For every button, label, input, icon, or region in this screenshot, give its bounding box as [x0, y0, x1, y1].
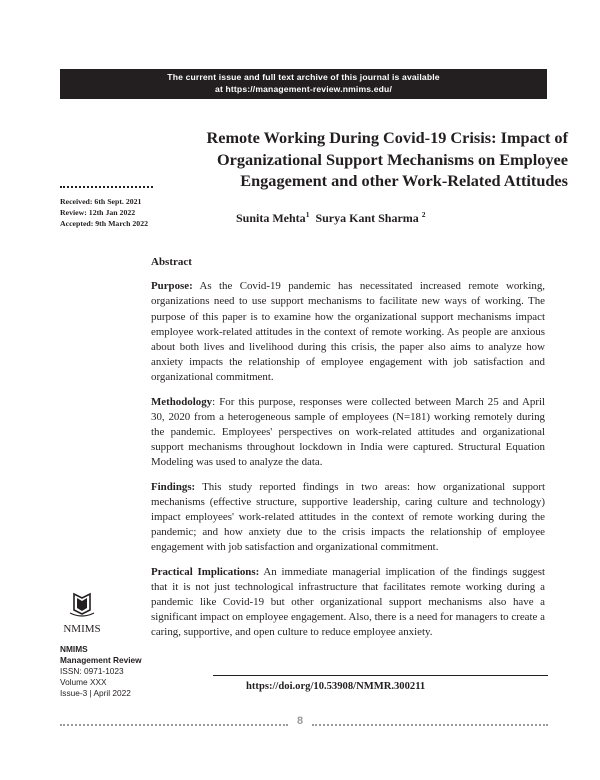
findings-paragraph: [151, 480, 545, 556]
paper-title: [150, 127, 568, 192]
title-line-1: Remote Working During Covid-19 Crisis: Impact of: [206, 128, 568, 147]
journal-volume: Volume XXX: [60, 677, 107, 687]
journal-name-2: Management Review: [60, 655, 142, 665]
methodology-label: Methodology: [151, 395, 213, 408]
author-2-affiliation: 2: [421, 210, 426, 219]
banner-line-2[interactable]: at https://management-review.nmims.edu/: [215, 83, 392, 94]
dotted-divider: [60, 186, 153, 188]
purpose-paragraph: [151, 279, 545, 385]
title-line-3: Engagement and other Work-Related Attitudes: [240, 171, 568, 190]
nmims-logo-icon: [60, 592, 105, 640]
author-1-affiliation: 1: [305, 210, 310, 219]
footer-dots-left: [60, 724, 288, 726]
implications-paragraph: [151, 565, 545, 641]
logo-emblem: [70, 594, 94, 616]
findings-text: This study reported findings in two areas: how organizational support mechanisms (effective structure, supportive leadership, caring culture and technology) impact employees' work-related attitudes in the context of remote working during the pandemic; and how anxiety due to the crisis impacts the relationship of employee engagement with job satisfaction and organizational commitment.: [151, 480, 545, 554]
page-number: 8: [296, 715, 304, 727]
submission-dates: [60, 196, 148, 229]
logo-wordmark: NMIMS: [63, 623, 101, 635]
doi-link[interactable]: https://doi.org/10.53908/NMMR.300211: [246, 681, 426, 692]
abstract-section: [151, 255, 545, 650]
journal-info: [60, 644, 142, 699]
methodology-text: : For this purpose, responses were collected between March 25 and April 30, 2020 from a heterogeneous sample of employees (N=181) working remotely during the pandemic. Employees' perspectives on work-related attitudes and organizational support mechanisms throughout lockdown in India were captured. Structural Equation Modeling was used to analyze the data.: [151, 395, 545, 469]
purpose-text: As the Covid-19 pandemic has necessitated increased remote working, organizations need to use support mechanisms to facilitate new ways of working. The purpose of this paper is to examine how the organizational support mechanisms impact employee work-related attitudes in the context of remote working. As people are anxious about both lives and livelihood during this crisis, the paper also aims to analyze how anxiety impacts the relationship of employee engagement with job satisfaction and organizational commitment.: [151, 280, 545, 384]
journal-name-1: NMIMS: [60, 644, 88, 654]
journal-issue: Issue-3 | April 2022: [60, 688, 131, 698]
review-date: Review: 12th Jan 2022: [60, 208, 136, 217]
methodology-paragraph: [151, 395, 545, 471]
abstract-heading: Abstract: [151, 256, 192, 268]
accepted-date: Accepted: 9th March 2022: [60, 219, 148, 228]
purpose-label: Purpose:: [151, 280, 193, 293]
implications-label: Practical Implications:: [151, 565, 260, 578]
title-line-2: Organizational Support Mechanisms on Employee: [217, 149, 568, 169]
archive-banner: [60, 69, 547, 99]
journal-issn: ISSN: 0971-1023: [60, 666, 124, 676]
received-date: Received: 6th Sept. 2021: [60, 197, 142, 206]
banner-line-1: The current issue and full text archive of this journal is available: [167, 72, 440, 82]
findings-label: Findings:: [151, 480, 196, 493]
author-2: Surya Kant Sharma: [315, 211, 419, 225]
implications-text: An immediate managerial implication of the findings suggest that it is not just technological infrastructure that facilitates remote working during a pandemic like Covid-19 but other organizational support mechanisms also have a significant impact on employee engagement. Also, there is a need for managers to create a caring, supportive, and open culture to reduce employee anxiety.: [151, 565, 545, 639]
doi-rule: [213, 675, 548, 676]
author-1: Sunita Mehta: [236, 211, 306, 225]
author-list: [236, 210, 426, 226]
footer-dots-right: [312, 724, 548, 726]
